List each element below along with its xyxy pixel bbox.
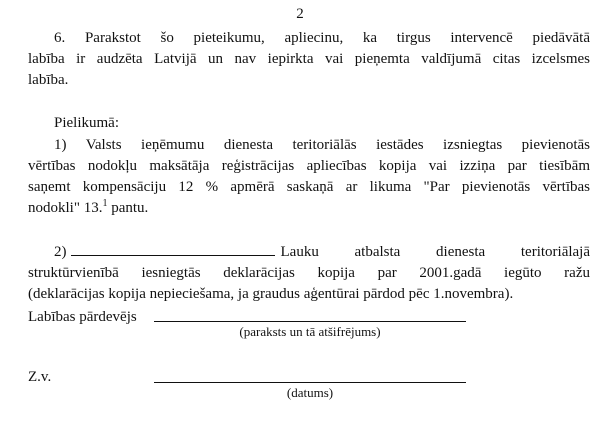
item-1-superscript: 1 [102,198,108,209]
item-1-line-2: vērtības nodokļu maksātāja reģistrācijas apliecības kopija vai izziņa par tiesībām [28,158,590,174]
item-1-line-3: saņemt kompensāciju 12 % apmērā saskaņā ar likuma "Par pievienotās vērtības [28,179,590,195]
attachment-item-1 [28,135,590,219]
paragraph-6-line-2: labība ir audzēta Latvijā un nav iepirkta vai pieņemta valdījumā citas izcelsmes [28,51,590,67]
item-1-line-4-end: pantu. [107,200,149,216]
item-1-line-1: 1) Valsts ieņēmumu dienesta teritoriālās iestādes izsniegtas pievienotās [54,137,590,153]
attachments-heading: Pielikumā: [54,115,119,131]
paragraph-6-line-3: labība. [28,72,69,88]
item-1-line-4 [28,198,590,219]
seller-signature-caption: (paraksts un tā atšifrējums) [239,324,381,339]
item-1-line-4-text: nodokli" 13. [28,200,103,216]
attachment-item-2 [28,241,590,305]
item-2-line-1 [28,241,590,263]
item-2-line-3: (deklarācijas kopija nepieciešama, ja graudus aģentūrai pārdod pēc 1.novembra). [28,286,514,302]
item-2-line-1-text: Lauku atbalsta dienesta teritoriālajā [280,244,590,260]
item-2-blank-line [71,241,275,256]
date-caption: (datums) [286,385,334,400]
paragraph-6 [28,28,590,91]
item-2-line-2: struktūrvienībā iesniegtās deklarācijas kopija par 2001.gadā iegūto ražu [28,265,590,281]
seal-label: Z.v. [28,369,52,385]
paragraph-6-line-1: 6. Parakstot šo pieteikumu, apliecinu, ka tirgus intervencē piedāvātā [54,30,590,46]
item-2-number: 2) [54,244,67,260]
date-line [154,381,466,383]
page-number: 2 [296,6,304,22]
seller-signature-line [154,320,466,322]
seller-label: Labības pārdevējs [28,309,137,325]
